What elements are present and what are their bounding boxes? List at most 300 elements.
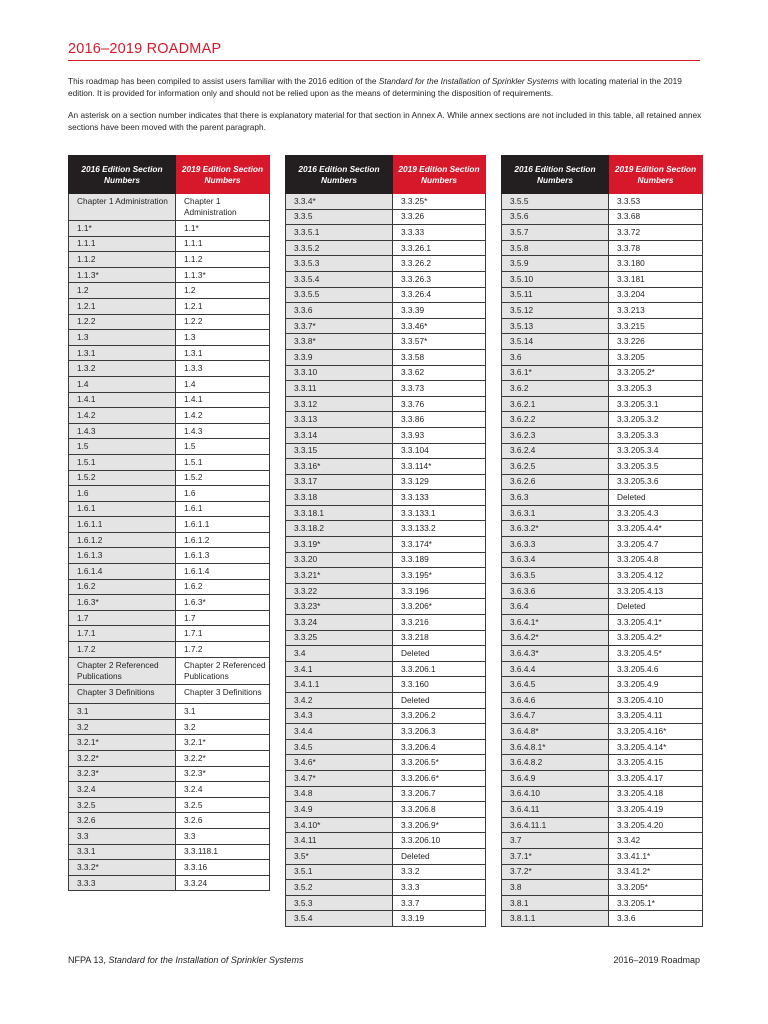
cell-2016-section: 3.6.4.3*: [502, 646, 609, 662]
cell-2019-section: 3.2.5: [176, 797, 270, 813]
table-row: [69, 564, 270, 580]
table-row: [286, 303, 486, 319]
cell-2016-section: 3.6.4.1*: [502, 615, 609, 631]
table-row: [286, 677, 486, 693]
cell-2019-section: 3.3.205.1*: [609, 895, 703, 911]
cell-2016-section: 1.6.1.4: [69, 564, 176, 580]
cell-2016-section: 3.3.2*: [69, 860, 176, 876]
cell-2016-section: 3.2.3*: [69, 766, 176, 782]
cell-2019-section: 1.2.2: [176, 314, 270, 330]
cell-2019-section: 1.4: [176, 376, 270, 392]
cell-2016-section: 3.4.9: [286, 802, 393, 818]
table-row: [286, 225, 486, 241]
cell-2016-section: 3.6.2.5: [502, 459, 609, 475]
table-row: [502, 240, 703, 256]
table-row: [502, 303, 703, 319]
cell-2019-section: 3.3.205.4.11: [609, 708, 703, 724]
header-2016: 2016 Edition Section Numbers: [502, 156, 609, 194]
cell-2019-section: Chapter 3 Definitions: [176, 684, 270, 704]
table-row: [69, 548, 270, 564]
cell-2019-section: 3.3.205*: [609, 880, 703, 896]
cell-2016-section: 3.6.4.7: [502, 708, 609, 724]
table-row: [69, 392, 270, 408]
cell-2019-section: 1.1.3*: [176, 267, 270, 283]
cell-2016-section: 3.6.4.8.1*: [502, 739, 609, 755]
table-row: [69, 454, 270, 470]
table-row: [286, 583, 486, 599]
table-row: [502, 194, 703, 210]
table-row: [502, 381, 703, 397]
table-row: [69, 298, 270, 314]
table-row: [286, 256, 486, 272]
intro-text-1-italic: Standard for the Installation of Sprinkler Systems: [378, 76, 559, 86]
table-row: [69, 626, 270, 642]
cell-2019-section: 3.3.205.3.6: [609, 474, 703, 490]
table-row: [502, 848, 703, 864]
table-row: [502, 739, 703, 755]
intro-paragraph-1: [68, 75, 708, 99]
cell-2016-section: 3.3.5.2: [286, 240, 393, 256]
cell-2016-section: 1.3.1: [69, 345, 176, 361]
cell-2016-section: 3.3.1: [69, 844, 176, 860]
cell-2019-section: 3.3.33: [393, 225, 486, 241]
table-row: [69, 314, 270, 330]
cell-2016-section: 3.6.4.4: [502, 661, 609, 677]
table-row: [502, 256, 703, 272]
cell-2016-section: 3.3.11: [286, 381, 393, 397]
cell-2019-section: 3.3.19: [393, 911, 486, 927]
table-row: [69, 236, 270, 252]
table-row: [69, 252, 270, 268]
table-row: [69, 735, 270, 751]
cell-2019-section: 3.3.181: [609, 271, 703, 287]
cell-2016-section: 3.5.10: [502, 271, 609, 287]
cell-2016-section: 3.2.6: [69, 813, 176, 829]
cell-2016-section: 1.2.1: [69, 298, 176, 314]
cell-2016-section: Chapter 2 Referenced Publications: [69, 657, 176, 684]
cell-2019-section: 3.3.205.3: [609, 381, 703, 397]
table-row: [69, 642, 270, 658]
cell-2016-section: 3.5.9: [502, 256, 609, 272]
table-row: [286, 708, 486, 724]
table-row: [286, 365, 486, 381]
table-row: [502, 677, 703, 693]
cell-2016-section: 3.6.4.2*: [502, 630, 609, 646]
cell-2016-section: 3.5.1: [286, 864, 393, 880]
cell-2019-section: 3.3.26.2: [393, 256, 486, 272]
cell-2019-section: 3.3.189: [393, 552, 486, 568]
cell-2016-section: 3.1: [69, 704, 176, 720]
cell-2019-section: Deleted: [393, 848, 486, 864]
cell-2019-section: 1.1*: [176, 221, 270, 237]
cell-2016-section: 3.6.2.2: [502, 412, 609, 428]
cell-2019-section: 3.3.205.4.2*: [609, 630, 703, 646]
cell-2019-section: 3.3.205.4.9: [609, 677, 703, 693]
cell-2019-section: 3.2.6: [176, 813, 270, 829]
table-row: [502, 724, 703, 740]
cell-2016-section: 3.5.5: [502, 194, 609, 210]
table-row: [502, 708, 703, 724]
cell-2016-section: 1.7.1: [69, 626, 176, 642]
table-row: [502, 490, 703, 506]
cell-2019-section: 3.3.205.4.19: [609, 802, 703, 818]
table-row: [286, 334, 486, 350]
table-row: [69, 470, 270, 486]
roadmap-table-2: [285, 155, 486, 927]
cell-2016-section: 1.6.3*: [69, 595, 176, 611]
cell-2019-section: 3.3.24: [176, 875, 270, 891]
title-rule: [68, 60, 700, 61]
cell-2016-section: 3.6.3.6: [502, 583, 609, 599]
table-row: [286, 521, 486, 537]
cell-2019-section: Deleted: [609, 599, 703, 615]
cell-2019-section: 3.3.62: [393, 365, 486, 381]
cell-2019-section: 3.3.133: [393, 490, 486, 506]
cell-2019-section: 3.3.26: [393, 209, 486, 225]
cell-2019-section: 3.3.72: [609, 225, 703, 241]
table-row: [69, 860, 270, 876]
table-row: [502, 802, 703, 818]
cell-2019-section: 1.1.1: [176, 236, 270, 252]
table-row: [69, 194, 270, 221]
cell-2016-section: 1.5: [69, 439, 176, 455]
table-row: [502, 599, 703, 615]
cell-2019-section: 3.2.4: [176, 782, 270, 798]
cell-2016-section: 3.3.3: [69, 875, 176, 891]
cell-2019-section: 3.3.205.4.13: [609, 583, 703, 599]
cell-2019-section: 1.6.1: [176, 501, 270, 517]
cell-2016-section: 3.3.12: [286, 396, 393, 412]
table-row: [286, 724, 486, 740]
table-row: [502, 583, 703, 599]
cell-2019-section: 3.3.46*: [393, 318, 486, 334]
cell-2016-section: 3.5.13: [502, 318, 609, 334]
cell-2016-section: 1.7: [69, 610, 176, 626]
cell-2019-section: 3.3.196: [393, 583, 486, 599]
cell-2016-section: 3.5.12: [502, 303, 609, 319]
cell-2019-section: 3.3.205.3.3: [609, 427, 703, 443]
header-2019: 2019 Edition Section Numbers: [176, 156, 270, 194]
cell-2016-section: 1.4.3: [69, 423, 176, 439]
table-row: [502, 349, 703, 365]
table-row: [286, 568, 486, 584]
table-row: [286, 895, 486, 911]
cell-2019-section: 3.3.206.1: [393, 661, 486, 677]
table-row: [502, 817, 703, 833]
cell-2016-section: 3.7: [502, 833, 609, 849]
cell-2016-section: 3.8: [502, 880, 609, 896]
cell-2016-section: 1.6.1.1: [69, 517, 176, 533]
cell-2016-section: 3.7.1*: [502, 848, 609, 864]
table-row: [286, 599, 486, 615]
cell-2019-section: 1.6.1.2: [176, 532, 270, 548]
cell-2016-section: 3.4.1: [286, 661, 393, 677]
cell-2016-section: 3.5.3: [286, 895, 393, 911]
cell-2016-section: 3.4.3: [286, 708, 393, 724]
cell-2016-section: 3.3.18.1: [286, 505, 393, 521]
cell-2019-section: 1.6.3*: [176, 595, 270, 611]
cell-2016-section: 3.4.5: [286, 739, 393, 755]
cell-2016-section: 3.3.16*: [286, 459, 393, 475]
cell-2019-section: 3.3.205.4.8: [609, 552, 703, 568]
cell-2016-section: 1.2: [69, 283, 176, 299]
table-row: [69, 361, 270, 377]
cell-2019-section: 3.1: [176, 704, 270, 720]
table-row: [502, 661, 703, 677]
table-row: [502, 287, 703, 303]
table-row: [286, 786, 486, 802]
table-row: [69, 719, 270, 735]
cell-2016-section: 3.5.14: [502, 334, 609, 350]
cell-2016-section: 3.3.5: [286, 209, 393, 225]
table-row: [502, 318, 703, 334]
cell-2019-section: 3.3.42: [609, 833, 703, 849]
table-row: [69, 797, 270, 813]
cell-2019-section: 3.3.57*: [393, 334, 486, 350]
table-row: [286, 630, 486, 646]
cell-2016-section: 3.6.2.6: [502, 474, 609, 490]
table-row: [286, 802, 486, 818]
table-row: [502, 911, 703, 927]
cell-2019-section: 3.3.204: [609, 287, 703, 303]
cell-2019-section: 3.3.205.4.4*: [609, 521, 703, 537]
cell-2019-section: 3.3.206.6*: [393, 770, 486, 786]
table-row: [286, 552, 486, 568]
cell-2019-section: 1.3.3: [176, 361, 270, 377]
cell-2019-section: 3.3.195*: [393, 568, 486, 584]
cell-2019-section: 3.3.206.3: [393, 724, 486, 740]
cell-2016-section: 3.7.2*: [502, 864, 609, 880]
cell-2019-section: 3.3.16: [176, 860, 270, 876]
table-row: [502, 646, 703, 662]
cell-2019-section: 3.3.26.4: [393, 287, 486, 303]
cell-2019-section: 3.3.205: [609, 349, 703, 365]
cell-2016-section: 3.3.23*: [286, 599, 393, 615]
table-row: [69, 828, 270, 844]
table-row: [286, 443, 486, 459]
table-row: [69, 766, 270, 782]
cell-2016-section: 3.4.10*: [286, 817, 393, 833]
cell-2016-section: 1.2.2: [69, 314, 176, 330]
cell-2016-section: 3.6.4.11.1: [502, 817, 609, 833]
table-row: [502, 334, 703, 350]
cell-2016-section: 3.3.10: [286, 365, 393, 381]
table-row: [286, 911, 486, 927]
cell-2019-section: 1.5.1: [176, 454, 270, 470]
table-row: [502, 474, 703, 490]
cell-2019-section: 3.3.205.4.20: [609, 817, 703, 833]
cell-2019-section: 3.3.180: [609, 256, 703, 272]
cell-2016-section: 3.6.4.5: [502, 677, 609, 693]
cell-2016-section: 3.3.22: [286, 583, 393, 599]
cell-2016-section: 3.3.9: [286, 349, 393, 365]
cell-2016-section: 3.6.4: [502, 599, 609, 615]
table-row: [502, 396, 703, 412]
cell-2016-section: 3.6.2.1: [502, 396, 609, 412]
roadmap-table-1: [68, 155, 270, 891]
cell-2019-section: 3.3.160: [393, 677, 486, 693]
table-row: [69, 532, 270, 548]
table-row: [502, 537, 703, 553]
cell-2019-section: 1.5.2: [176, 470, 270, 486]
table-row: [502, 427, 703, 443]
header-2016: 2016 Edition Section Numbers: [286, 156, 393, 194]
cell-2019-section: 3.3.114*: [393, 459, 486, 475]
cell-2016-section: 3.6.3.1: [502, 505, 609, 521]
table-row: [502, 505, 703, 521]
table-row: [502, 895, 703, 911]
cell-2016-section: 3.3.6: [286, 303, 393, 319]
cell-2019-section: Chapter 1 Administration: [176, 194, 270, 221]
table-row: [502, 568, 703, 584]
cell-2019-section: 3.2.2*: [176, 751, 270, 767]
cell-2019-section: 1.7.2: [176, 642, 270, 658]
table-row: [502, 693, 703, 709]
cell-2016-section: 1.3.2: [69, 361, 176, 377]
page-title: 2016–2019 ROADMAP: [68, 41, 222, 57]
table-row: [286, 396, 486, 412]
table-row: [69, 423, 270, 439]
cell-2019-section: 3.3.26.1: [393, 240, 486, 256]
footer-right: 2016–2019 Roadmap: [613, 955, 700, 965]
cell-2016-section: 3.4.7*: [286, 770, 393, 786]
roadmap-table-3: [501, 155, 703, 927]
cell-2019-section: Deleted: [393, 693, 486, 709]
table-row: [286, 490, 486, 506]
cell-2019-section: 3.3.205.2*: [609, 365, 703, 381]
cell-2016-section: 1.4: [69, 376, 176, 392]
table-row: [69, 408, 270, 424]
table-row: [286, 412, 486, 428]
cell-2019-section: 3.3.205.3.2: [609, 412, 703, 428]
cell-2019-section: 3.3.78: [609, 240, 703, 256]
cell-2019-section: 1.6.1.1: [176, 517, 270, 533]
cell-2019-section: 3.3.205.4.15: [609, 755, 703, 771]
cell-2016-section: 3.5.6: [502, 209, 609, 225]
table-row: [286, 864, 486, 880]
cell-2019-section: 3.3.118.1: [176, 844, 270, 860]
table-row: [286, 661, 486, 677]
table-row: [502, 412, 703, 428]
cell-2019-section: 1.1.2: [176, 252, 270, 268]
table-row: [502, 365, 703, 381]
cell-2016-section: 3.3.5.5: [286, 287, 393, 303]
cell-2016-section: 3.6.4.8*: [502, 724, 609, 740]
table-row: [286, 615, 486, 631]
cell-2019-section: 3.2: [176, 719, 270, 735]
cell-2019-section: 3.3.41.1*: [609, 848, 703, 864]
cell-2019-section: Deleted: [393, 646, 486, 662]
cell-2019-section: 3.3.206.10: [393, 833, 486, 849]
table-row: [502, 770, 703, 786]
cell-2019-section: Deleted: [609, 490, 703, 506]
cell-2016-section: 3.6.2: [502, 381, 609, 397]
cell-2019-section: 3.3.205.4.14*: [609, 739, 703, 755]
cell-2016-section: 3.5.4: [286, 911, 393, 927]
table-row: [69, 875, 270, 891]
cell-2019-section: 3.3.133.2: [393, 521, 486, 537]
cell-2016-section: 1.5.2: [69, 470, 176, 486]
table-row: [286, 209, 486, 225]
table-row: [286, 287, 486, 303]
cell-2019-section: 3.3.41.2*: [609, 864, 703, 880]
table-row: [69, 283, 270, 299]
cell-2019-section: 3.3.3: [393, 880, 486, 896]
cell-2019-section: 3.3.26.3: [393, 271, 486, 287]
cell-2016-section: 3.5*: [286, 848, 393, 864]
cell-2016-section: 1.7.2: [69, 642, 176, 658]
cell-2016-section: 3.4.2: [286, 693, 393, 709]
table-row: [286, 693, 486, 709]
cell-2019-section: 3.3.205.4.17: [609, 770, 703, 786]
cell-2019-section: 3.3.205.4.10: [609, 693, 703, 709]
cell-2016-section: 3.4.1.1: [286, 677, 393, 693]
table-row: [286, 427, 486, 443]
cell-2019-section: 3.3.206.4: [393, 739, 486, 755]
footer-left: [68, 955, 303, 965]
table-row: [502, 833, 703, 849]
cell-2019-section: 3.3: [176, 828, 270, 844]
cell-2019-section: 3.3.205.4.6: [609, 661, 703, 677]
table-row: [286, 880, 486, 896]
cell-2016-section: 1.6: [69, 486, 176, 502]
cell-2019-section: 1.7: [176, 610, 270, 626]
cell-2016-section: 3.5.11: [502, 287, 609, 303]
cell-2016-section: 3.8.1.1: [502, 911, 609, 927]
cell-2019-section: 3.3.205.3.5: [609, 459, 703, 475]
cell-2019-section: 3.3.76: [393, 396, 486, 412]
cell-2016-section: 3.2.5: [69, 797, 176, 813]
intro-text-1a: This roadmap has been compiled to assist users familiar with the 2016 edition of the: [68, 76, 379, 86]
table-row: [286, 240, 486, 256]
cell-2016-section: Chapter 1 Administration: [69, 194, 176, 221]
cell-2019-section: 3.3.206.8: [393, 802, 486, 818]
cell-2016-section: 3.3.5.4: [286, 271, 393, 287]
table-row: [286, 537, 486, 553]
cell-2016-section: 3.3.17: [286, 474, 393, 490]
cell-2019-section: 3.3.206*: [393, 599, 486, 615]
footer-prefix: NFPA 13,: [68, 955, 109, 965]
table-row: [286, 474, 486, 490]
cell-2016-section: 3.2: [69, 719, 176, 735]
cell-2016-section: 3.6: [502, 349, 609, 365]
cell-2019-section: 3.3.206.5*: [393, 755, 486, 771]
footer-standard-title: Standard for the Installation of Sprinkler Systems: [108, 955, 304, 965]
cell-2019-section: 3.3.205.4.5*: [609, 646, 703, 662]
table-row: [69, 610, 270, 626]
cell-2019-section: 3.3.206.7: [393, 786, 486, 802]
table-row: [69, 782, 270, 798]
table-row: [286, 755, 486, 771]
cell-2016-section: 3.6.2.3: [502, 427, 609, 443]
cell-2016-section: 3.3.5.1: [286, 225, 393, 241]
cell-2016-section: 1.6.1.2: [69, 532, 176, 548]
table-row: [69, 657, 270, 684]
cell-2019-section: 3.3.205.4.12: [609, 568, 703, 584]
cell-2019-section: 3.3.2: [393, 864, 486, 880]
cell-2016-section: 3.2.2*: [69, 751, 176, 767]
table-row: [69, 579, 270, 595]
cell-2019-section: 3.3.39: [393, 303, 486, 319]
cell-2016-section: 3.6.4.10: [502, 786, 609, 802]
table-row: [69, 330, 270, 346]
cell-2019-section: 3.3.133.1: [393, 505, 486, 521]
cell-2016-section: 3.3: [69, 828, 176, 844]
table-row: [502, 615, 703, 631]
table-row: [69, 704, 270, 720]
table-row: [286, 381, 486, 397]
cell-2019-section: 3.3.104: [393, 443, 486, 459]
